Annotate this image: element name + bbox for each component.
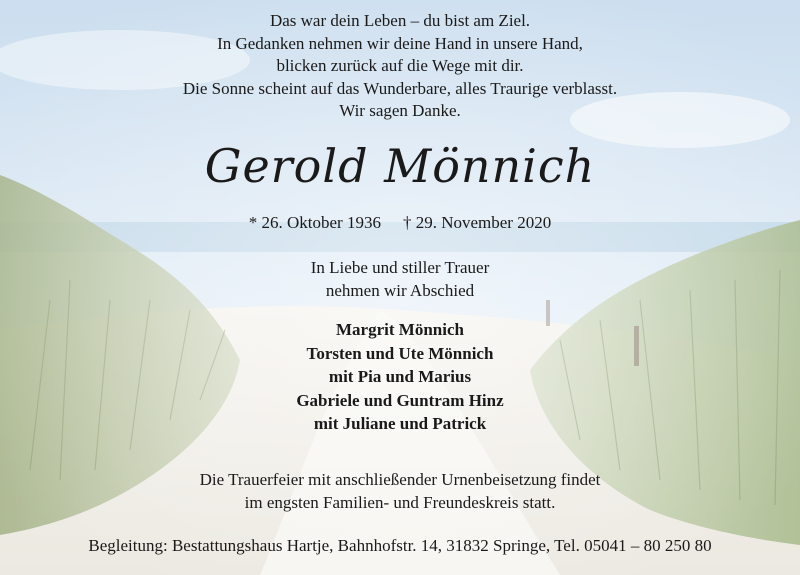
poem-line: In Gedanken nehmen wir deine Hand in unsere Hand, bbox=[217, 33, 583, 53]
birth-date: * 26. Oktober 1936 bbox=[248, 213, 381, 232]
deceased-name: Gerold Mönnich bbox=[204, 139, 596, 193]
farewell-line: In Liebe und stiller Trauer bbox=[310, 258, 490, 277]
poem-line: Wir sagen Danke. bbox=[339, 101, 461, 120]
mourner-line: Margrit Mönnich bbox=[336, 320, 464, 339]
life-dates bbox=[0, 212, 800, 234]
poem-line: Das war dein Leben – du bist am Ziel. bbox=[269, 11, 531, 30]
funeral-home-footer: Begleitung: Bestattungshaus Hartje, Bahnhofstr. 14, 31832 Springe, Tel. 05041 – 80 250 80 bbox=[88, 536, 712, 555]
poem bbox=[0, 10, 800, 123]
mourner-line: mit Pia und Marius bbox=[328, 367, 472, 386]
farewell-text bbox=[0, 257, 800, 302]
death-date: † 29. November 2020 bbox=[402, 213, 552, 232]
poem-line: blicken zurück auf die Wege mit dir. bbox=[276, 56, 524, 75]
mourners-list bbox=[0, 318, 800, 436]
ceremony-line: im engsten Familien- und Freundeskreis statt. bbox=[244, 492, 556, 512]
mourner-line: Torsten und Ute Mönnich bbox=[306, 343, 494, 363]
farewell-line: nehmen wir Abschied bbox=[325, 280, 475, 300]
ceremony-line: Die Trauerfeier mit anschließender Urnenbeisetzung findet bbox=[199, 470, 601, 489]
mourner-line: Gabriele und Guntram Hinz bbox=[296, 390, 504, 410]
ceremony-info bbox=[0, 469, 800, 514]
poem-line: Die Sonne scheint auf das Wunderbare, alles Traurige verblasst. bbox=[182, 78, 618, 98]
mourner-line: mit Juliane und Patrick bbox=[313, 414, 487, 433]
